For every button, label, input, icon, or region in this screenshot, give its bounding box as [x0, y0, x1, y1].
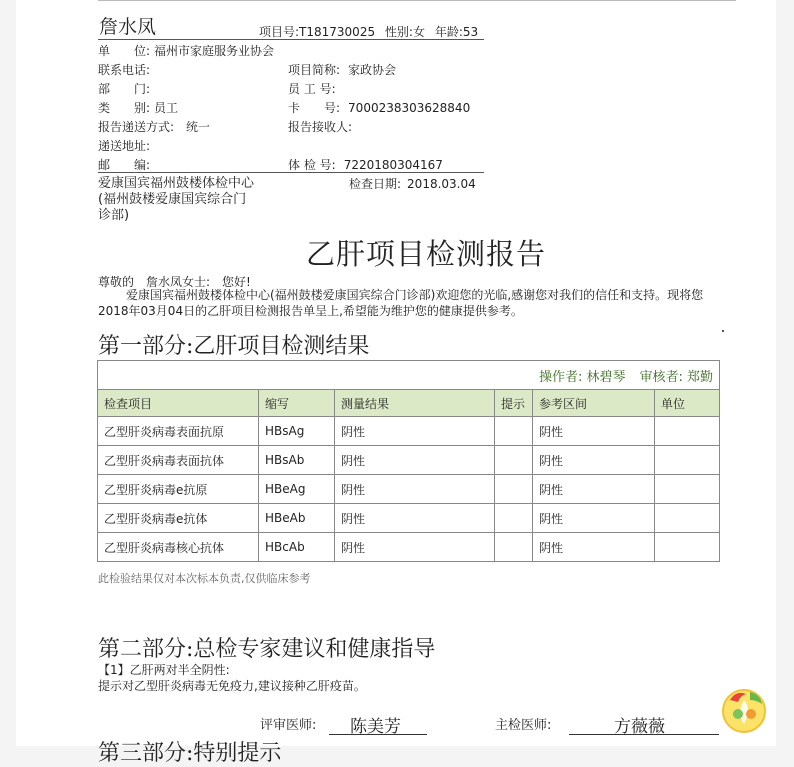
category-row	[98, 99, 178, 116]
unit-label: 单 位:	[98, 44, 151, 58]
card-label: 卡 号:	[288, 101, 341, 115]
receiver-label: 报告接收人:	[288, 120, 353, 134]
col-abbr: 缩写	[259, 390, 335, 417]
result-note: 此检验结果仅对本次标本负责,仅供临床参考	[98, 572, 311, 585]
table-body	[98, 417, 720, 562]
phone-label: 联系电话:	[98, 63, 151, 77]
table-row	[98, 446, 720, 475]
dept-label: 部 门:	[98, 82, 151, 96]
center-name-line1: 爱康国宾福州鼓楼体检中心	[98, 176, 255, 191]
cell-result: 阴性	[335, 475, 495, 504]
cell-hint	[495, 475, 533, 504]
col-range: 参考区间	[533, 390, 655, 417]
ops-cell	[98, 361, 720, 390]
exam-date-value: 2018.03.04	[407, 177, 476, 191]
category-value: 员工	[154, 101, 179, 115]
cell-abbr: HBeAg	[259, 475, 335, 504]
cell-item: 乙型肝炎病毒e抗体	[98, 504, 259, 533]
postcode-label: 邮 编:	[98, 158, 151, 172]
cell-unit	[655, 475, 720, 504]
cell-range: 阴性	[533, 417, 655, 446]
col-hint: 提示	[495, 390, 533, 417]
unit-row	[98, 42, 274, 59]
gender: 女	[412, 25, 425, 39]
part2-heading: 第二部分:总检专家建议和健康指导	[98, 637, 436, 662]
cell-result: 阴性	[335, 504, 495, 533]
col-unit: 单位	[655, 390, 720, 417]
cell-item: 乙型肝炎病毒核心抗体	[98, 533, 259, 562]
patient-meta	[259, 23, 478, 40]
exam-date-label: 检查日期:	[349, 177, 402, 191]
exam-no-value: 7220180304167	[343, 158, 443, 172]
cell-hint	[495, 504, 533, 533]
category-label: 类 别:	[98, 101, 151, 115]
header-divider	[98, 39, 484, 40]
ops-row	[98, 361, 720, 390]
info-divider	[98, 172, 484, 173]
table-row	[98, 504, 720, 533]
top-divider	[98, 0, 736, 1]
reviewer: 审核者: 郑勤	[639, 369, 713, 385]
cell-unit	[655, 533, 720, 562]
greeting: 尊敬的 詹水凤女士: 您好!	[98, 275, 251, 289]
card-value: 7000238303628840	[348, 101, 471, 115]
results-table	[97, 360, 720, 562]
table-row	[98, 533, 720, 562]
table-row	[98, 475, 720, 504]
cell-range: 阴性	[533, 475, 655, 504]
col-result: 测量结果	[335, 390, 495, 417]
project-short-row	[288, 61, 396, 78]
project-short-value: 家政协会	[348, 63, 397, 77]
stray-dot	[722, 330, 724, 332]
unit-value: 福州市家庭服务业协会	[154, 44, 275, 58]
card-row	[288, 99, 470, 116]
cell-unit	[655, 446, 720, 475]
chief-sign-label: 主检医师:	[495, 718, 552, 733]
table-row	[98, 417, 720, 446]
cell-unit	[655, 504, 720, 533]
ikang-logo-icon	[720, 686, 768, 734]
cell-item: 乙型肝炎病毒表面抗体	[98, 446, 259, 475]
col-item: 检查项目	[98, 390, 259, 417]
report-title: 乙肝项目检测报告	[306, 237, 547, 271]
reviewer-signature: 陈美芳	[350, 717, 401, 737]
delivery-row	[98, 118, 210, 135]
cell-hint	[495, 533, 533, 562]
cell-abbr: HBeAb	[259, 504, 335, 533]
cell-abbr: HBsAg	[259, 417, 335, 446]
cell-unit	[655, 417, 720, 446]
exam-no-row	[288, 156, 443, 173]
report-page	[16, 0, 776, 766]
cell-abbr: HBsAb	[259, 446, 335, 475]
delivery-label: 报告递送方式:	[98, 120, 175, 134]
center-name-line3: 诊部)	[98, 208, 130, 223]
delivery-value: 统一	[186, 120, 211, 134]
gender-label: 性别:	[384, 25, 413, 39]
center-name	[98, 176, 254, 224]
part1-heading: 第一部分:乙肝项目检测结果	[98, 334, 370, 359]
exam-no-label: 体 检 号:	[288, 158, 336, 172]
cell-result: 阴性	[335, 417, 495, 446]
cell-range: 阴性	[533, 533, 655, 562]
table-header	[98, 390, 720, 417]
operator: 操作者: 林碧琴	[538, 369, 626, 385]
staff-no-label: 员 工 号:	[288, 82, 336, 96]
advice-title: 【1】乙肝两对半全阴性:	[98, 663, 230, 677]
cell-item: 乙型肝炎病毒e抗原	[98, 475, 259, 504]
part3-heading: 第三部分:特别提示	[98, 741, 282, 766]
chief-signature: 方薇薇	[614, 717, 665, 737]
cell-hint	[495, 417, 533, 446]
project-no-label: 项目号:	[259, 25, 300, 39]
cell-item: 乙型肝炎病毒表面抗原	[98, 417, 259, 446]
cell-abbr: HBcAb	[259, 533, 335, 562]
address-label: 递送地址:	[98, 139, 151, 153]
reviewer-sign-line	[329, 734, 427, 735]
project-no: T181730025	[299, 25, 376, 39]
age: 53	[462, 25, 479, 39]
intro-paragraph: 爱康国宾福州鼓楼体检中心(福州鼓楼爱康国宾综合门诊部)欢迎您的光临,感谢您对我们的信任和支持。现将您2018年03月04日的乙肝项目检测报告单呈上,希望能为维护您的健康提供参考。	[98, 288, 704, 318]
exam-date-row	[349, 175, 476, 192]
center-name-line2: (福州鼓楼爱康国宾综合门	[98, 192, 247, 207]
cell-range: 阴性	[533, 446, 655, 475]
cell-hint	[495, 446, 533, 475]
reviewer-sign-label: 评审医师:	[260, 718, 317, 733]
advice-text: 提示对乙型肝炎病毒无免疫力,建议接种乙肝疫苗。	[98, 679, 366, 693]
cell-result: 阴性	[335, 446, 495, 475]
chief-sign-line	[569, 734, 719, 735]
patient-name: 詹水凤	[99, 16, 157, 38]
age-label: 年龄:	[434, 25, 463, 39]
cell-range: 阴性	[533, 504, 655, 533]
cell-result: 阴性	[335, 533, 495, 562]
project-short-label: 项目简称:	[288, 63, 341, 77]
